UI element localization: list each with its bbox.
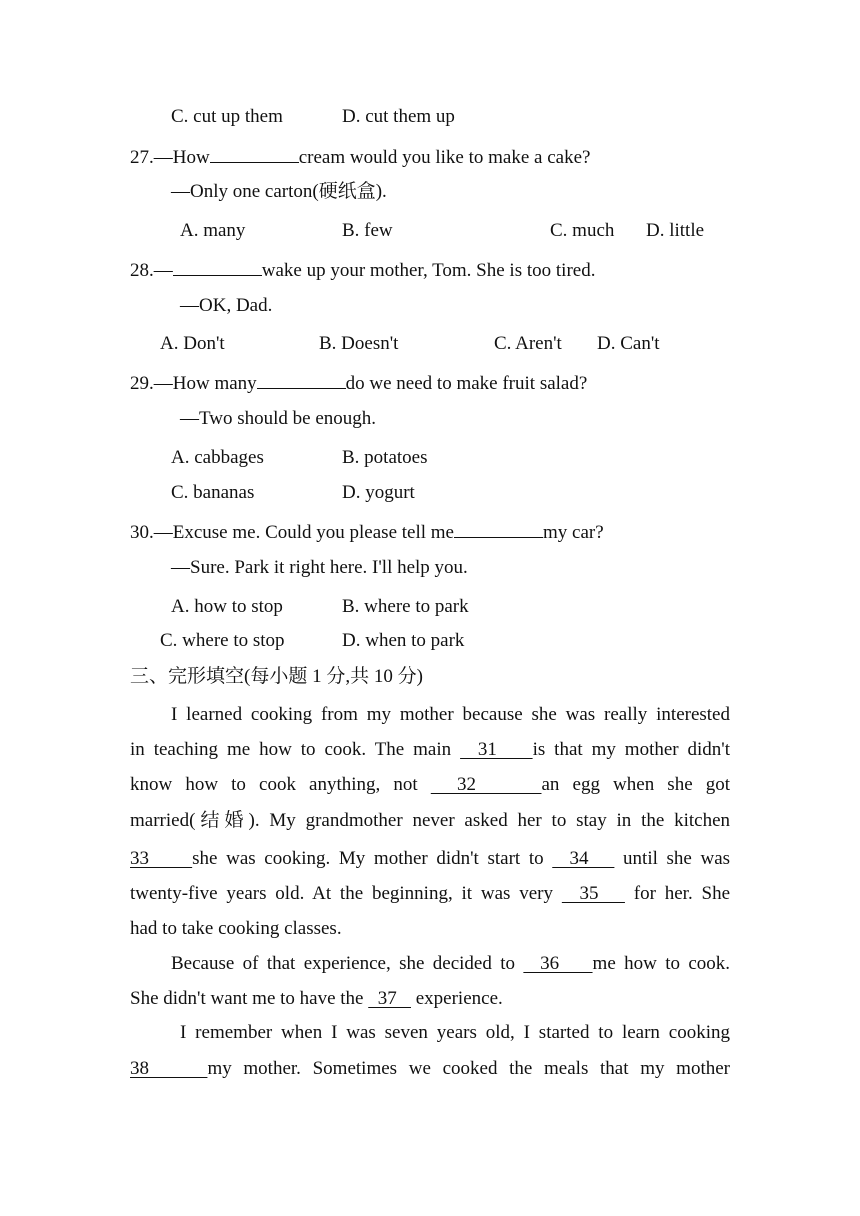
q27-stem-end: cream would you like to make a cake? [298, 147, 591, 168]
passage-text: me how to cook. [592, 953, 731, 974]
cloze-blank-35: 35 [561, 883, 625, 904]
cloze-blank-34: 34 [552, 848, 615, 869]
q30-option-a: A. how to stop [171, 596, 283, 617]
cloze-blank-36: 36 [523, 953, 593, 974]
passage-line-2 [130, 738, 730, 762]
passage-text: twenty-five years old. At the beginning, it was very [130, 883, 554, 904]
q28-option-a: A. Don't [160, 333, 225, 354]
passage-text: she was cooking. My mother didn't start to [192, 848, 544, 869]
passage-text: for her. She [633, 883, 731, 904]
q29-option-a: A. cabbages [171, 447, 264, 468]
q29-stem-start: 29.—How many [130, 373, 257, 394]
passage-line-11 [130, 1057, 730, 1081]
q29-stem [130, 368, 587, 396]
q28-stem [130, 255, 595, 283]
passage-text: my mother. Sometimes we cooked the meals that my mother [207, 1058, 730, 1079]
q26-option-d: D. cut them up [342, 106, 455, 127]
passage-line-7: had to take cooking classes. [130, 918, 342, 939]
passage-text: She didn't want me to have the [130, 988, 364, 1009]
q28-option-b: B. Doesn't [319, 333, 399, 354]
passage-line-1: I learned cooking from my mother because she was really interested [171, 704, 730, 725]
passage-line-6 [130, 882, 730, 906]
cloze-blank-38: 38 [130, 1058, 208, 1079]
q30-stem-end: my car? [542, 522, 604, 543]
passage-text: Because of that experience, she decided to [171, 953, 515, 974]
q29-option-d: D. yogurt [342, 482, 415, 503]
q30-stem [130, 517, 604, 545]
q28-option-d: D. Can't [597, 333, 660, 354]
q29-option-b: B. potatoes [342, 447, 428, 468]
cloze-blank-33: 33 [130, 848, 193, 869]
q27-option-d: D. little [646, 220, 705, 241]
q27-blank [210, 142, 299, 163]
q30-option-d: D. when to park [342, 630, 465, 651]
q29-reply: —Two should be enough. [180, 408, 377, 429]
q27-reply: —Only one carton(硬纸盒). [171, 181, 387, 202]
q28-option-c: C. Aren't [494, 333, 562, 354]
passage-line-9 [130, 987, 503, 1011]
passage-text: experience. [415, 988, 503, 1009]
q27-stem-start: 27.—How [130, 147, 210, 168]
passage-line-3 [130, 773, 730, 797]
q30-stem-start: 30.—Excuse me. Could you please tell me [130, 522, 454, 543]
q29-option-c: C. bananas [171, 482, 255, 503]
q27-option-a: A. many [180, 220, 246, 241]
q30-option-b: B. where to park [342, 596, 469, 617]
q26-option-c: C. cut up them [171, 106, 283, 127]
cloze-blank-32: 32 [430, 774, 542, 795]
passage-text: until she was [623, 848, 731, 869]
section-heading: 三、完形填空(每小题 1 分,共 10 分) [130, 666, 423, 687]
passage-text: in teaching me how to cook. The main [130, 739, 452, 760]
q27-option-c: C. much [550, 220, 615, 241]
passage-text: an egg when she got [541, 774, 731, 795]
passage-line-8 [171, 952, 730, 976]
q27-stem [130, 142, 590, 170]
q29-blank [257, 368, 346, 389]
q28-reply: —OK, Dad. [180, 295, 273, 316]
passage-text: know how to cook anything, not [130, 774, 418, 795]
q28-stem-start: 28.— [130, 260, 173, 281]
q30-blank [454, 517, 543, 538]
cloze-blank-31: 31 [460, 739, 533, 760]
q29-stem-end: do we need to make fruit salad? [345, 373, 588, 394]
passage-line-5 [130, 847, 730, 871]
cloze-blank-37: 37 [368, 988, 411, 1009]
passage-line-10: I remember when I was seven years old, I started to learn cooking [180, 1022, 730, 1043]
passage-text: is that my mother didn't [532, 739, 731, 760]
q28-blank [173, 255, 262, 276]
passage-line-4: married(结婚). My grandmother never asked her to stay in the kitchen [130, 810, 730, 831]
q30-option-c: C. where to stop [160, 630, 285, 651]
q28-stem-end: wake up your mother, Tom. She is too tired. [261, 260, 596, 281]
q27-option-b: B. few [342, 220, 393, 241]
q30-reply: —Sure. Park it right here. I'll help you. [171, 557, 468, 578]
